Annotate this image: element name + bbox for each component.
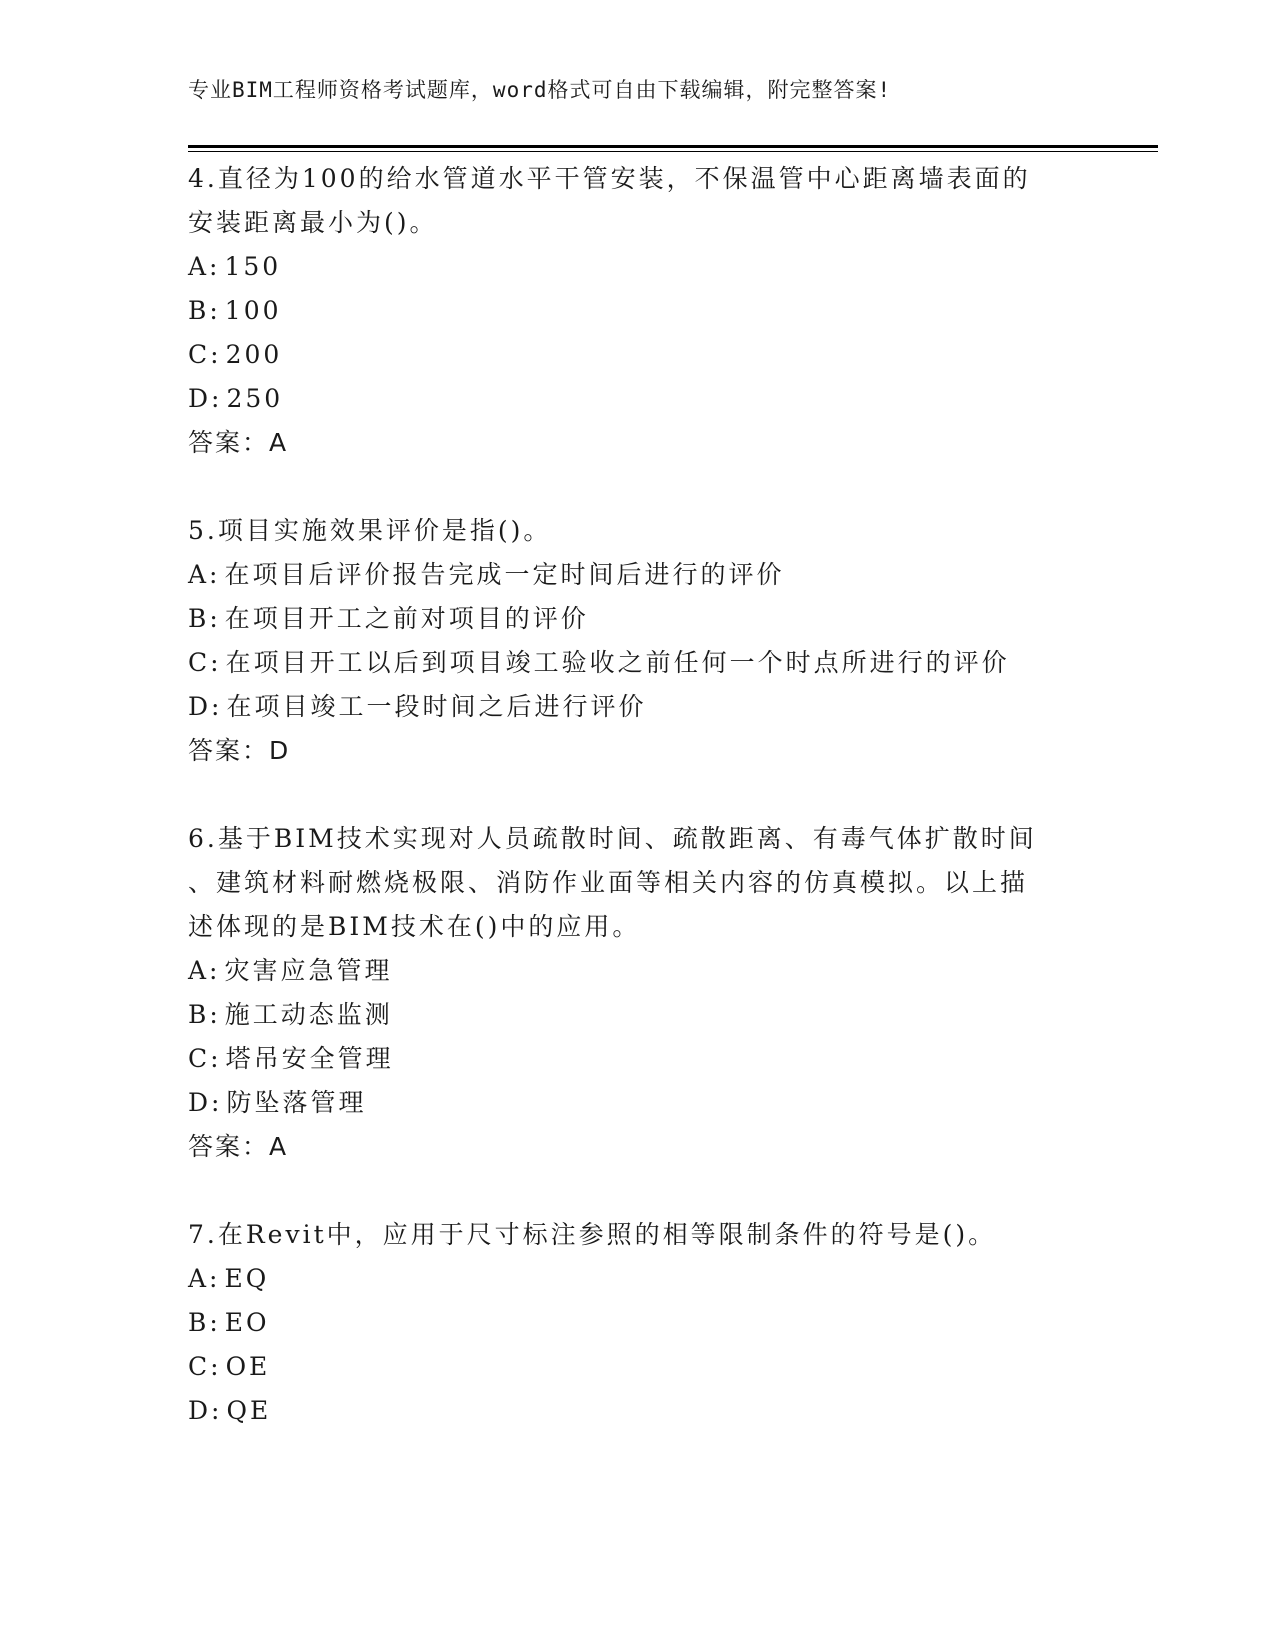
document-header: 专业BIM工程师资格考试题库，word格式可自由下载编辑，附完整答案!: [188, 78, 892, 102]
question-5-option-b: [188, 596, 589, 642]
question-6-line-1: 6.基于BIM技术实现对人员疏散时间、疏散距离、有毒气体扩散时间: [188, 824, 1037, 853]
option-letter: D:: [188, 384, 223, 413]
question-4-option-b: [188, 288, 282, 334]
option-letter: B:: [188, 604, 221, 633]
question-5-answer: 答案：D: [188, 736, 291, 765]
question-6-line-2: 、建筑材料耐燃烧极限、消防作业面等相关内容的仿真模拟。以上描: [188, 868, 1029, 897]
option-letter: A:: [188, 252, 221, 281]
option-text: 灾害应急管理: [224, 956, 393, 985]
question-4-option-a: [188, 244, 281, 290]
question-4-option-d: [188, 376, 283, 422]
option-text: 200: [225, 340, 283, 369]
question-7-option-c: [188, 1344, 270, 1390]
option-text: 在项目开工以后到项目竣工验收之前任何一个时点所进行的评价: [225, 648, 1010, 677]
question-7-option-d: [188, 1388, 271, 1434]
option-letter: A:: [188, 1264, 221, 1293]
question-6-option-a: [188, 948, 393, 994]
question-6-option-b: [188, 992, 393, 1038]
option-letter: C:: [188, 1352, 222, 1381]
question-4-line-1: 4.直径为100的给水管道水平干管安装，不保温管中心距离墙表面的: [188, 164, 1031, 193]
question-7-option-a: [188, 1256, 269, 1302]
question-5-option-a: [188, 552, 785, 598]
option-letter: D:: [188, 1396, 223, 1425]
option-letter: C:: [188, 648, 222, 677]
question-7-option-b: [188, 1300, 270, 1346]
option-letter: D:: [188, 692, 223, 721]
option-text: 在项目开工之前对项目的评价: [224, 604, 589, 633]
question-6-option-c: [188, 1036, 394, 1082]
option-text: 150: [224, 252, 282, 281]
option-letter: B:: [188, 1000, 221, 1029]
option-text: 塔吊安全管理: [225, 1044, 394, 1073]
option-text: 250: [226, 384, 284, 413]
question-7-line-1: 7.在Revit中，应用于尺寸标注参照的相等限制条件的符号是()。: [188, 1220, 997, 1249]
question-6-answer: 答案：A: [188, 1132, 289, 1161]
option-text: QE: [226, 1396, 272, 1425]
option-text: 100: [224, 296, 282, 325]
question-6-option-d: [188, 1080, 366, 1126]
option-letter: C:: [188, 340, 222, 369]
option-text: 施工动态监测: [224, 1000, 393, 1029]
option-text: EQ: [224, 1264, 270, 1293]
option-text: EO: [224, 1308, 270, 1337]
question-4-answer: 答案：A: [188, 428, 289, 457]
option-text: OE: [225, 1352, 271, 1381]
question-6-line-3: 述体现的是BIM技术在()中的应用。: [188, 912, 641, 941]
question-4-line-2: 安装距离最小为()。: [188, 208, 438, 237]
option-letter: B:: [188, 1308, 221, 1337]
option-text: 在项目竣工一段时间之后进行评价: [226, 692, 647, 721]
question-5-option-c: [188, 640, 1010, 686]
option-letter: B:: [188, 296, 221, 325]
option-letter: A:: [188, 956, 221, 985]
option-letter: C:: [188, 1044, 222, 1073]
option-letter: A:: [188, 560, 221, 589]
header-rule-thick: [188, 145, 1158, 148]
question-4-option-c: [188, 332, 282, 378]
option-text: 防坠落管理: [226, 1088, 367, 1117]
question-5-option-d: [188, 684, 646, 730]
option-text: 在项目后评价报告完成一定时间后进行的评价: [224, 560, 785, 589]
option-letter: D:: [188, 1088, 223, 1117]
header-rule-thin: [188, 151, 1158, 152]
question-5-line-1: 5.项目实施效果评价是指()。: [188, 516, 552, 545]
